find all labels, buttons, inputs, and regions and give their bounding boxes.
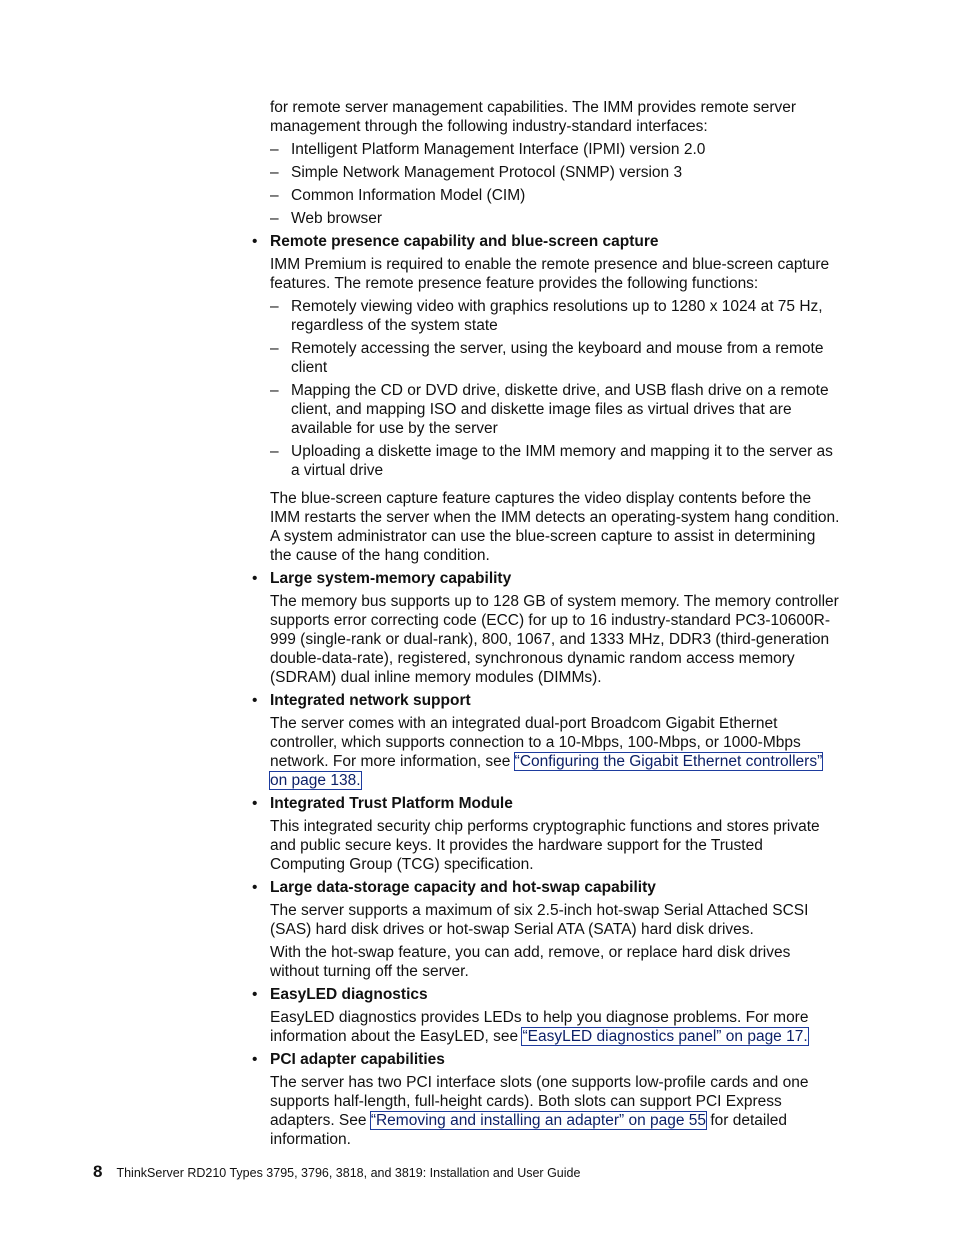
memory-text: The memory bus supports up to 128 GB of system memory. The memory controller supports error correcting code (ECC) for up to 16 industry-standard PC3-10600R-999 (single-rank or dual-rank), 800, 1067, and 1333 MHz, DDR3 (third-generation double-data-rate), registered, synchronous dynamic random access memory (SDRAM) dual inline memory modules (DIMMs). bbox=[270, 593, 839, 686]
blue-screen-text: The blue-screen capture feature captures the video display contents before the IMM restarts the server when the IMM detects an operating-system hang condition. A system administrator can use the blue-screen capture to assist in determining the cause of the hang condition. bbox=[270, 490, 840, 564]
pci-text: The server has two PCI interface slots (one supports low-profile cards and one supports half-length, full-height cards). Both slots can support PCI Express adapters. See “Removing and installing an adapter” on page 55 for detailed information. bbox=[270, 1074, 809, 1148]
footer-title: ThinkServer RD210 Types 3795, 3796, 3818, and 3819: Installation and User Guide bbox=[116, 1166, 581, 1180]
gigabit-ethernet-link[interactable]: “Configuring the Gigabit Ethernet controllers” on page 138. bbox=[270, 753, 823, 789]
remote-text: IMM Premium is required to enable the remote presence and blue-screen capture features. The remote presence feature provides the following functions: bbox=[270, 256, 830, 292]
network-text: The server comes with an integrated dual-port Broadcom Gigabit Ethernet controller, which supports connection to a 10-Mbps, 100-Mbps, or 1000-Mbps network. For more information, see “Configuring the Gigabit Ethernet controllers” on page 138. bbox=[270, 715, 823, 789]
section-heading-network: • Integrated network support bbox=[252, 692, 471, 709]
list-item: – Remotely accessing the server, using the keyboard and mouse from a remote client bbox=[270, 340, 824, 376]
hot-swap-text: With the hot-swap feature, you can add, remove, or replace hard disk drives without turning off the server. bbox=[270, 944, 791, 980]
section-heading-pci: • PCI adapter capabilities bbox=[252, 1051, 445, 1068]
section-heading-remote: • Remote presence capability and blue-screen capture bbox=[252, 233, 659, 250]
adapter-install-link[interactable]: “Removing and installing an adapter” on page 55 bbox=[370, 1112, 707, 1129]
list-item: – Mapping the CD or DVD drive, diskette drive, and USB flash drive on a remote client, and mapping ISO and diskette image files as virtual drives that are available for use by the server bbox=[270, 382, 829, 437]
list-item: – Simple Network Management Protocol (SNMP) version 3 bbox=[270, 164, 683, 181]
easyled-panel-link[interactable]: “EasyLED diagnostics panel” on page 17. bbox=[522, 1028, 808, 1045]
list-item: – Remotely viewing video with graphics resolutions up to 1280 x 1024 at 75 Hz, regardless of the system state bbox=[270, 298, 823, 334]
section-heading-memory: • Large system-memory capability bbox=[252, 570, 512, 587]
section-heading-tpm: • Integrated Trust Platform Module bbox=[252, 795, 513, 812]
list-item: – Intelligent Platform Management Interface (IPMI) version 2.0 bbox=[270, 141, 706, 158]
page-number: 8 bbox=[93, 1162, 103, 1181]
storage-text: The server supports a maximum of six 2.5-inch hot-swap Serial Attached SCSI (SAS) hard disk drives or hot-swap Serial ATA (SATA) hard disk drives. bbox=[270, 902, 809, 938]
intro-paragraph: for remote server management capabilities. The IMM provides remote server management through the following industry-standard interfaces: bbox=[270, 99, 797, 135]
section-heading-easyled: • EasyLED diagnostics bbox=[252, 986, 428, 1003]
page-content bbox=[252, 98, 840, 1149]
list-item: – Uploading a diskette image to the IMM memory and mapping it to the server as a virtual drive bbox=[270, 443, 833, 479]
list-item: – Common Information Model (CIM) bbox=[270, 187, 526, 204]
section-heading-storage: • Large data-storage capacity and hot-swap capability bbox=[252, 879, 656, 896]
page-footer bbox=[93, 1162, 580, 1183]
tpm-text: This integrated security chip performs cryptographic functions and stores private and public secure keys. It provides the hardware support for the Trusted Computing Group (TCG) specification. bbox=[270, 818, 820, 873]
list-item: – Web browser bbox=[270, 210, 383, 227]
easyled-text: EasyLED diagnostics provides LEDs to help you diagnose problems. For more information about the EasyLED, see “EasyLED diagnostics panel” on page 17. bbox=[270, 1009, 809, 1045]
